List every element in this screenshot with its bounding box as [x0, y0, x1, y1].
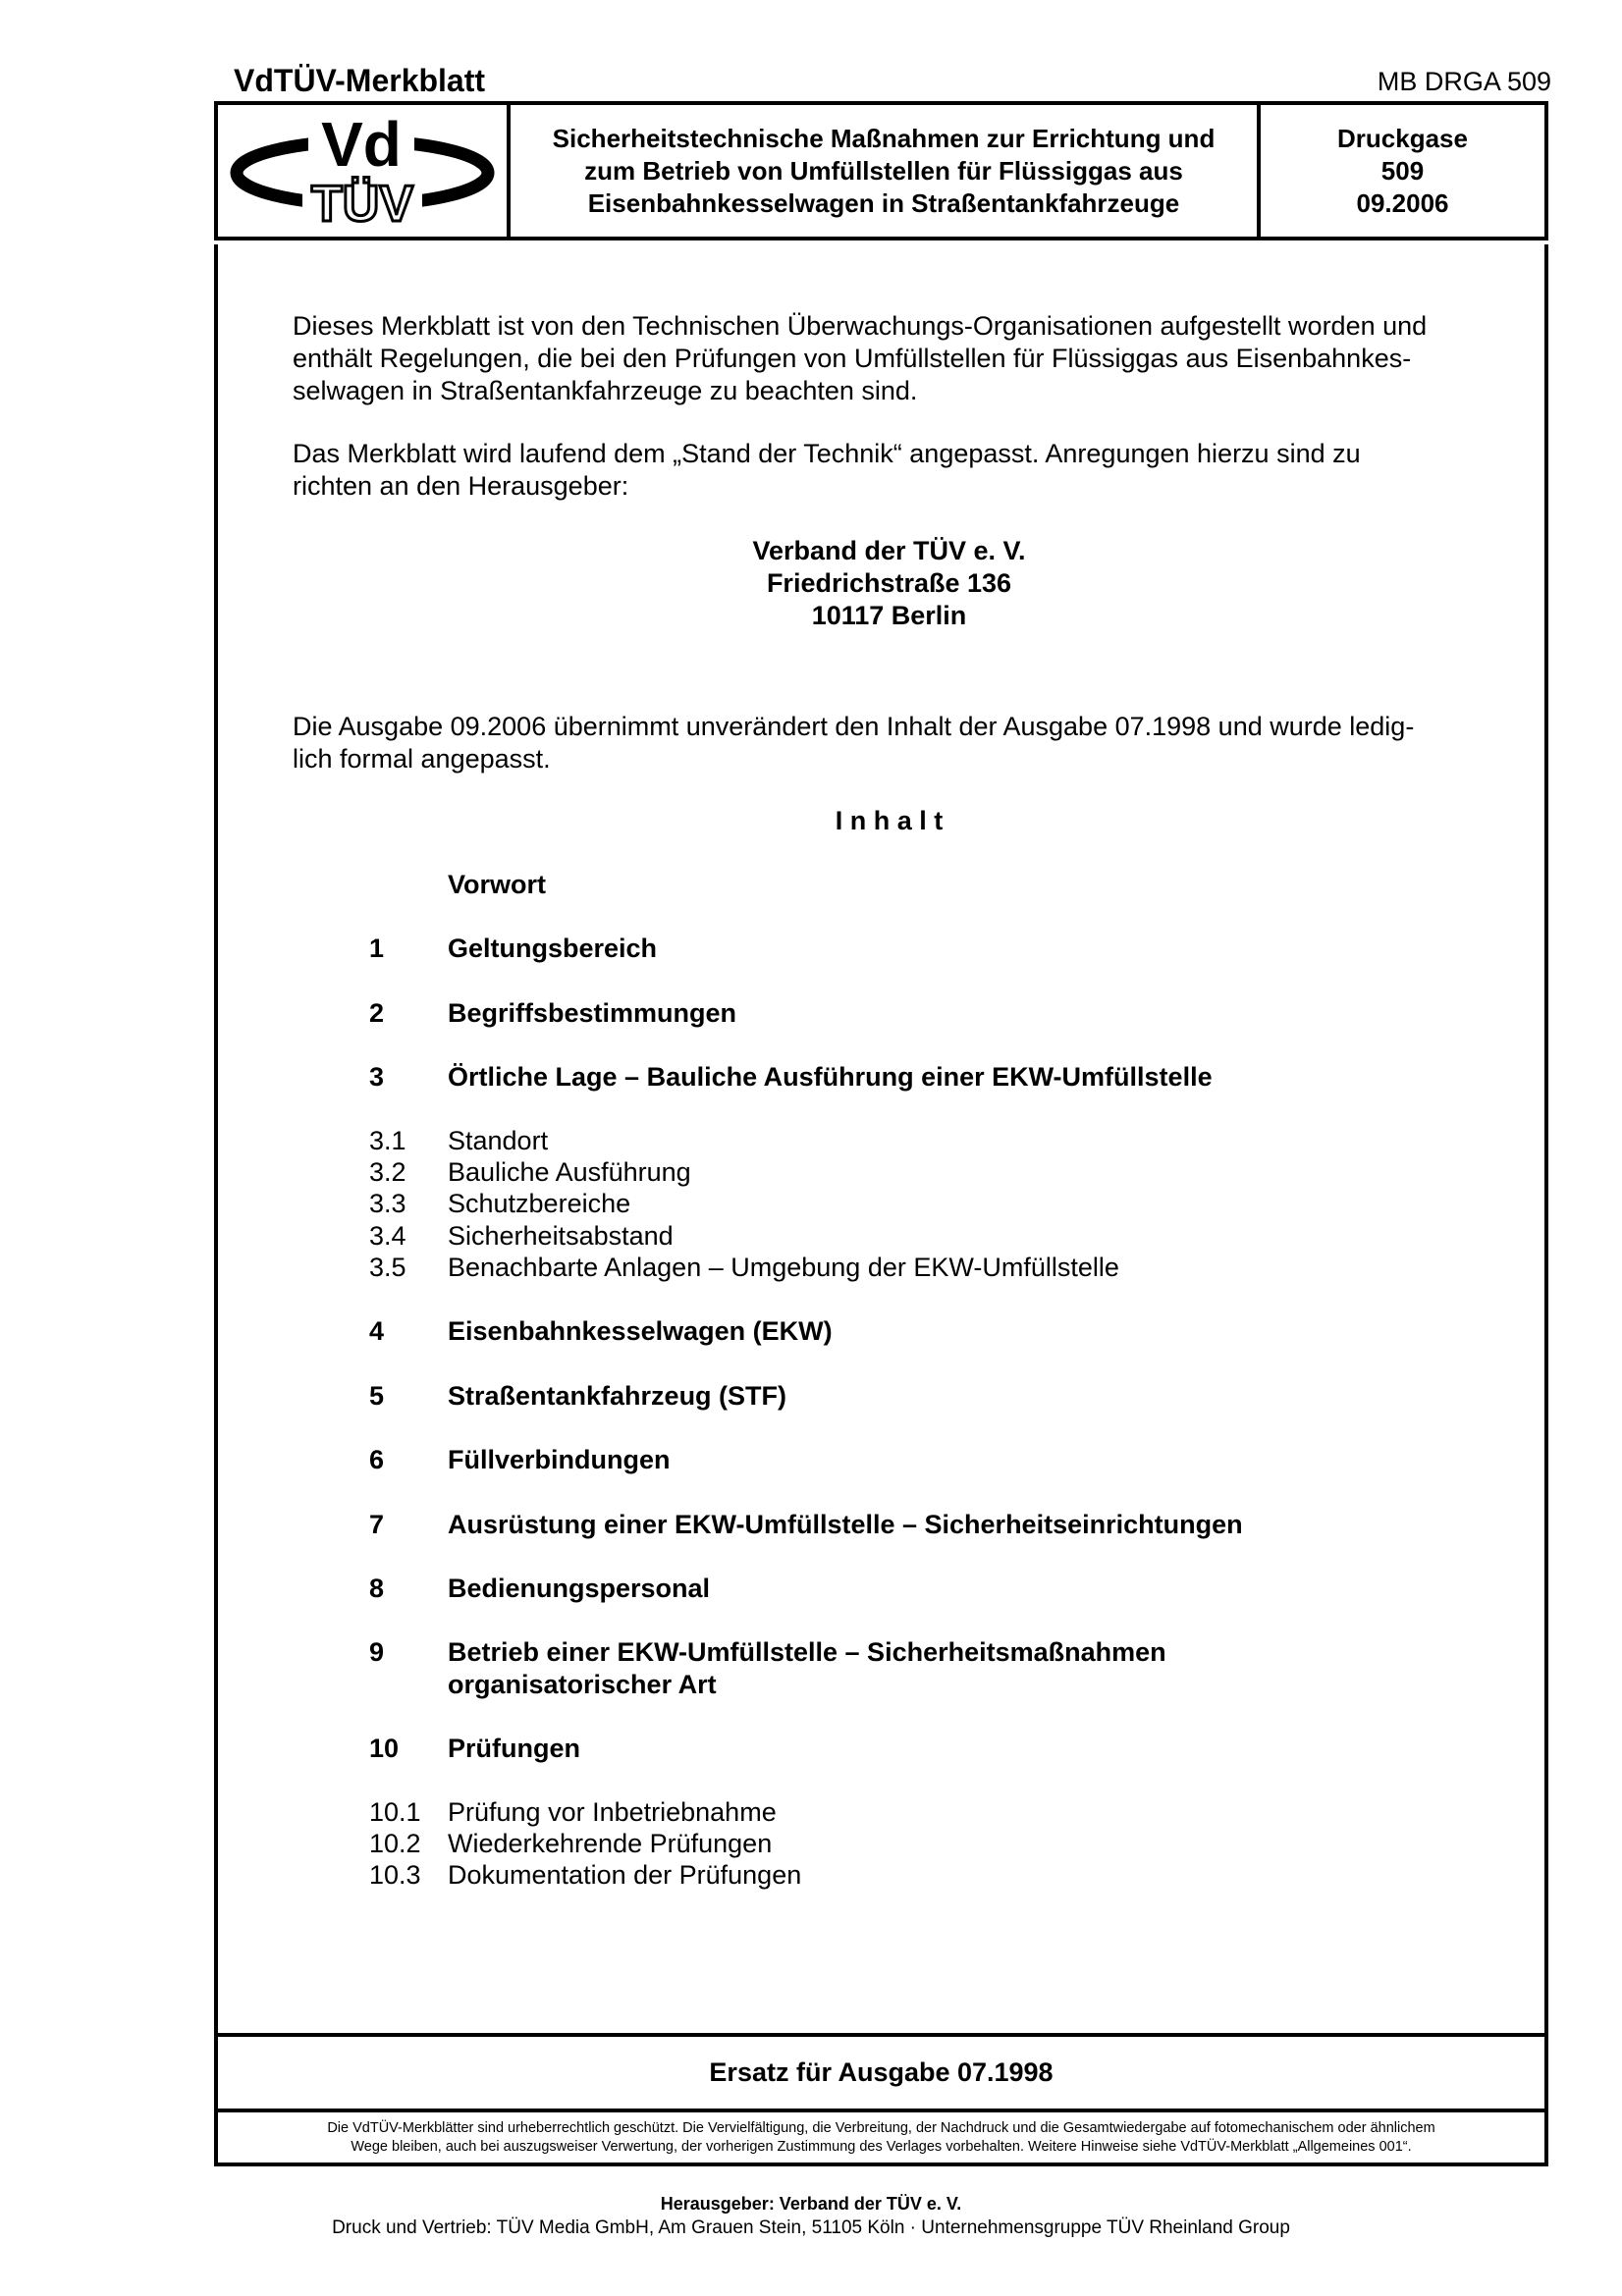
toc-entry-title: Sicherheitsabstand [448, 1221, 674, 1251]
toc-entry-title-continued: organisatorischer Art [448, 1670, 717, 1699]
intro-paragraph-1 [293, 310, 1486, 407]
address-line: Friedrichstraße 136 [766, 568, 1012, 598]
footer-publisher: Herausgeber: Verband der TÜV e. V. [660, 2194, 962, 2214]
toc-entry-number: 3.2 [369, 1157, 406, 1187]
toc-entry-number: 8 [369, 1574, 385, 1603]
vdtuev-logo [218, 105, 507, 237]
address-line: 10117 Berlin [811, 601, 967, 630]
toc-entry-title: Standort [448, 1126, 549, 1155]
copyright-notice [214, 2112, 1548, 2166]
title-line: Sicherheitstechnische Maßnahmen zur Errichtung und [552, 123, 1216, 153]
toc-entry-title: Dokumentation der Prüfungen [448, 1860, 802, 1890]
text-line: Dieses Merkblatt ist von den Technischen Überwachungs-Organisationen aufgestellt worden und [293, 311, 1428, 341]
edition-date: 09.2006 [1356, 187, 1449, 218]
text-line: selwagen in Straßentankfahrzeuge zu beachten sind. [293, 376, 918, 405]
toc-entry-number: 3.3 [369, 1189, 406, 1218]
header-box [214, 101, 1548, 240]
footer-distribution: Druck und Vertrieb: TÜV Media GmbH, Am Grauen Stein, 51105 Köln · Unternehmensgruppe TÜV Rheinland Group [332, 2217, 1290, 2238]
toc-entry-number: 4 [369, 1316, 385, 1346]
toc-entry-title: Örtliche Lage – Bauliche Ausführung einer EKW-Umfüllstelle [448, 1062, 1213, 1092]
title-line: zum Betrieb von Umfüllstellen für Flüssiggas aus [584, 155, 1183, 186]
toc-entry-title: Ausrüstung einer EKW-Umfüllstelle – Sicherheitseinrichtungen [448, 1510, 1243, 1539]
copyright-line: Die VdTÜV-Merkblätter sind urheberrechtlich geschützt. Die Vervielfältigung, die Verbreitung, der Nachdruck und die Gesamtwiedergabe auf fotomechanischem oder ähnlichem [327, 2119, 1435, 2136]
toc-entry-title: Straßentankfahrzeug (STF) [448, 1381, 787, 1411]
toc-entry-title: Prüfungen [448, 1734, 580, 1763]
toc-entry-title: Betrieb einer EKW-Umfüllstelle – Sicherheitsmaßnahmen [448, 1637, 1166, 1667]
toc-entry-title: Schutzbereiche [448, 1189, 631, 1218]
text-line: richten an den Herausgeber: [293, 471, 629, 501]
document-code: MB DRGA 509 [1377, 67, 1551, 96]
text-line: Die Ausgabe 09.2006 übernimmt unverändert den Inhalt der Ausgabe 07.1998 und wurde ledig- [293, 712, 1415, 741]
document-type-title: VdTÜV-Merkblatt [234, 63, 486, 98]
text-line: lich formal angepasst. [293, 744, 551, 774]
toc-entry-number: 9 [369, 1637, 385, 1667]
toc-entry-title: Prüfung vor Inbetriebnahme [448, 1797, 777, 1827]
title-line: Eisenbahnkesselwagen in Straßentankfahrzeuge [587, 187, 1180, 218]
document-title [511, 105, 1261, 237]
toc-entry-number: 10.3 [369, 1860, 421, 1890]
text-line: enthält Regelungen, die bei den Prüfungen von Umfüllstellen für Flüssiggas aus Eisenbahnkes- [293, 344, 1412, 373]
toc-entry-number: 10.2 [369, 1829, 421, 1858]
toc-entry-title: Benachbarte Anlagen – Umgebung der EKW-Umfüllstelle [448, 1253, 1119, 1282]
toc-entry-number: 1 [369, 934, 385, 963]
publisher-address [293, 535, 1486, 632]
logo-cell [218, 105, 511, 237]
toc-entry-title: Geltungsbereich [448, 934, 658, 963]
main-content-box [214, 244, 1548, 2037]
intro-paragraph-2 [293, 438, 1486, 503]
toc-entry-title: Begriffsbestimmungen [448, 998, 737, 1028]
toc-entry-number: 2 [369, 998, 385, 1028]
toc-entry-number: 3 [369, 1062, 385, 1092]
toc-entry-vorwort: Vorwort [448, 870, 546, 899]
toc-entry-number: 3.5 [369, 1253, 406, 1282]
toc-entry-number: 10.1 [369, 1797, 421, 1827]
document-number: 509 [1380, 155, 1425, 186]
intro-paragraph-3 [293, 711, 1486, 775]
logo-tuev-text: TÜV [311, 176, 413, 233]
toc-heading: I n h a l t [835, 806, 944, 835]
toc-entry-title: Füllverbindungen [448, 1445, 671, 1474]
toc-entry-number: 3.4 [369, 1221, 406, 1251]
text-line: Das Merkblatt wird laufend dem „Stand der Technik“ angepasst. Anregungen hierzu sind zu [293, 439, 1361, 468]
toc-entry-title: Wiederkehrende Prüfungen [448, 1829, 773, 1858]
toc-entry-number: 10 [369, 1734, 400, 1763]
toc-entry-number: 3.1 [369, 1126, 406, 1155]
toc-entry-title: Eisenbahnkesselwagen (EKW) [448, 1316, 833, 1346]
toc-entry-number: 5 [369, 1381, 385, 1411]
category-label: Druckgase [1337, 123, 1468, 153]
toc-entry-title: Bauliche Ausführung [448, 1157, 691, 1187]
toc-entry-title: Bedienungspersonal [448, 1574, 711, 1603]
copyright-line: Wege bleiben, auch bei auszugsweiser Verwertung, der vorherigen Zustimmung des Verlages vorbehalten. Weitere Hinweise siehe VdTÜV-Merkblatt „Allgemeines 001“. [351, 2138, 1412, 2155]
document-classification [1261, 105, 1544, 237]
replacement-notice: Ersatz für Ausgabe 07.1998 [214, 2033, 1548, 2112]
logo-vd-text: Vd [321, 109, 402, 180]
toc-entry-number: 6 [369, 1445, 385, 1474]
toc-entry-number: 7 [369, 1510, 385, 1539]
address-line: Verband der TÜV e. V. [752, 536, 1026, 565]
